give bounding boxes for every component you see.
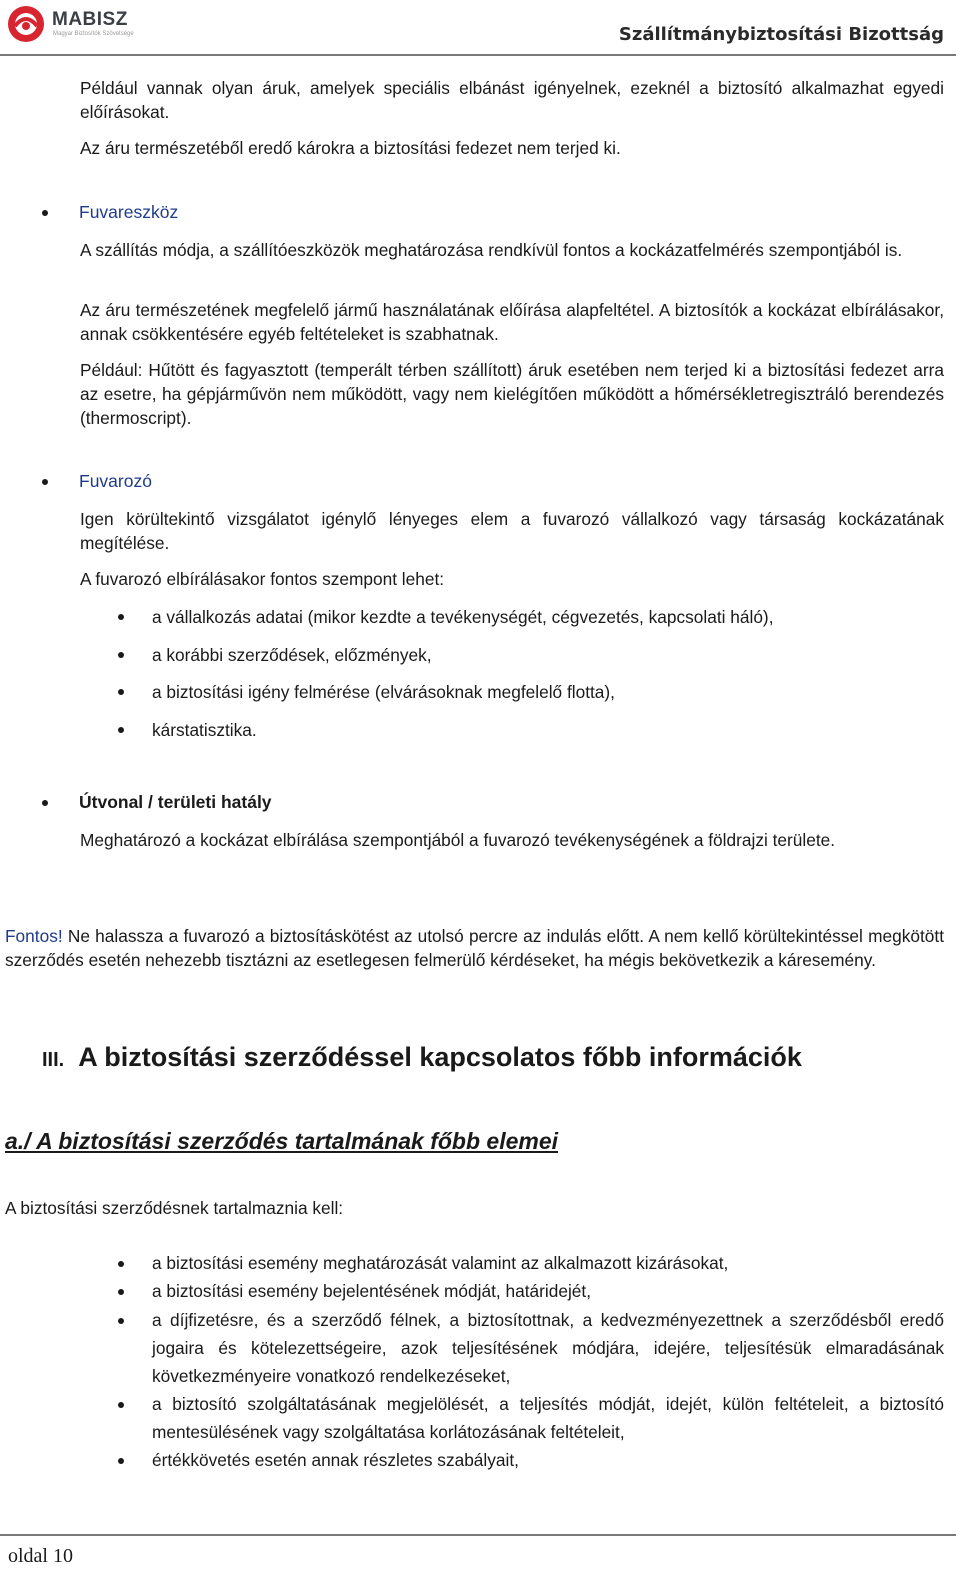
intro-paragraph-1: Például vannak olyan áruk, amelyek speciális elbánást igényelnek, ezeknél a biztosító alkalmazhat egyedi előírásokat. [80, 78, 944, 122]
bullet-fuvarozo [42, 479, 48, 485]
fuvarozo-list-item: kárstatisztika. [152, 720, 257, 740]
section-title: A biztosítási szerződéssel kapcsolatos főbb információk [78, 1042, 802, 1072]
header-divider [0, 54, 956, 56]
page-header [0, 0, 960, 56]
list-bullet [118, 1289, 124, 1295]
fuvarozo-paragraph-2: A fuvarozó elbírálásakor fontos szempont lehet: [80, 569, 445, 589]
fontos-text: Ne halassza a fuvarozó a biztosításkötést az utolsó percre az indulás előtt. A nem kellő körültekintéssel megkötött szerződés esetén nehezebb tisztázni az esetlegesen felmerülő kérdéseket, ha mégis bekövetkezik a káresemény. [5, 926, 944, 970]
fuvareszkoz-paragraph-2: Az áru természetének megfelelő jármű használatának előírása alapfeltétel. A biztosítók a kockázat elbírálásakor, annak csökkentésére egyéb feltételeket is szabhatnak. [80, 300, 944, 344]
fuvareszkoz-paragraph-3: Például: Hűtött és fagyasztott (temperált térben szállított) áruk esetében nem terjed ki a biztosítási fedezet arra az esetre, ha gépjárművön nem működött, vagy nem kielégítően működött a hőmérsékletregisztráló berendezés (thermoscript). [80, 360, 944, 428]
footer-divider [0, 1534, 956, 1536]
heading-fuvareszkoz: Fuvareszköz [79, 202, 179, 222]
subsection-heading-a: a./ A biztosítási szerződés tartalmának főbb elemei [5, 1128, 559, 1154]
contract-list-item: értékkövetés esetén annak részletes szabályait, [152, 1450, 519, 1470]
fuvarozo-list-item: a korábbi szerződések, előzmények, [152, 645, 432, 665]
section-number: III. [42, 1049, 65, 1071]
heading-utvonal: Útvonal / területi hatály [79, 792, 272, 812]
section-heading-3 [42, 1042, 802, 1073]
logo-text: MABISZ [52, 9, 128, 30]
contract-list-item: a díjfizetésre, és a szerződő félnek, a biztosítottnak, a kedvezményezettnek a szerződésből eredő jogaira és kötelezettségeire, azok teljesítésének módjára, idejére, teljesítésük elmaradásának következményeire vonatkozó rendelkezéseket, [152, 1310, 944, 1386]
mabisz-logo [6, 4, 136, 44]
list-bullet [118, 1318, 124, 1324]
bullet-fuvareszkoz [42, 210, 48, 216]
bullet-utvonal [42, 800, 48, 806]
logo-subtext: Magyar Biztosítók Szövetsége [53, 31, 134, 37]
fuvareszkoz-paragraph-1: A szállítás módja, a szállítóeszközök meghatározása rendkívül fontos a kockázatfelmérés szempontjából is. [80, 240, 903, 260]
list-bullet [118, 689, 124, 695]
fontos-paragraph [5, 924, 944, 972]
contract-list-item: a biztosítási esemény bejelentésének módját, határidejét, [152, 1281, 592, 1301]
mabisz-logo-icon [6, 4, 46, 44]
list-bullet [118, 727, 124, 733]
subsection-a-intro: A biztosítási szerződésnek tartalmaznia kell: [5, 1198, 344, 1218]
heading-fuvarozo: Fuvarozó [79, 471, 152, 491]
list-bullet [118, 1458, 124, 1464]
list-bullet [118, 652, 124, 658]
fontos-label: Fontos! [5, 926, 63, 946]
fuvarozo-list-item: a vállalkozás adatai (mikor kezdte a tevékenységét, cégvezetés, kapcsolati háló), [152, 607, 774, 627]
list-bullet [118, 1402, 124, 1408]
utvonal-paragraph-1: Meghatározó a kockázat elbírálása szempontjából a fuvarozó tevékenységének a földrajzi területe. [80, 830, 836, 850]
contract-list-item: a biztosítási esemény meghatározását valamint az alkalmazott kizárásokat, [152, 1253, 729, 1273]
page-number: oldal 10 [8, 1545, 73, 1567]
intro-paragraph-2: Az áru természetéből eredő károkra a biztosítási fedezet nem terjed ki. [80, 138, 621, 158]
header-title: Szállítmánybiztosítási Bizottság [618, 24, 944, 45]
contract-list-item: a biztosító szolgáltatásának megjelölését, a teljesítés módját, idejét, külön feltételeit, a biztosító mentesülésének vagy szolgáltatása korlátozásának feltételeit, [152, 1394, 944, 1442]
list-bullet [118, 614, 124, 620]
fuvarozo-list-item: a biztosítási igény felmérése (elvárásoknak megfelelő flotta), [152, 682, 615, 702]
fuvarozo-paragraph-1: Igen körültekintő vizsgálatot igénylő lényeges elem a fuvarozó vállalkozó vagy társaság kockázatának megítélése. [80, 509, 944, 553]
list-bullet [118, 1261, 124, 1267]
